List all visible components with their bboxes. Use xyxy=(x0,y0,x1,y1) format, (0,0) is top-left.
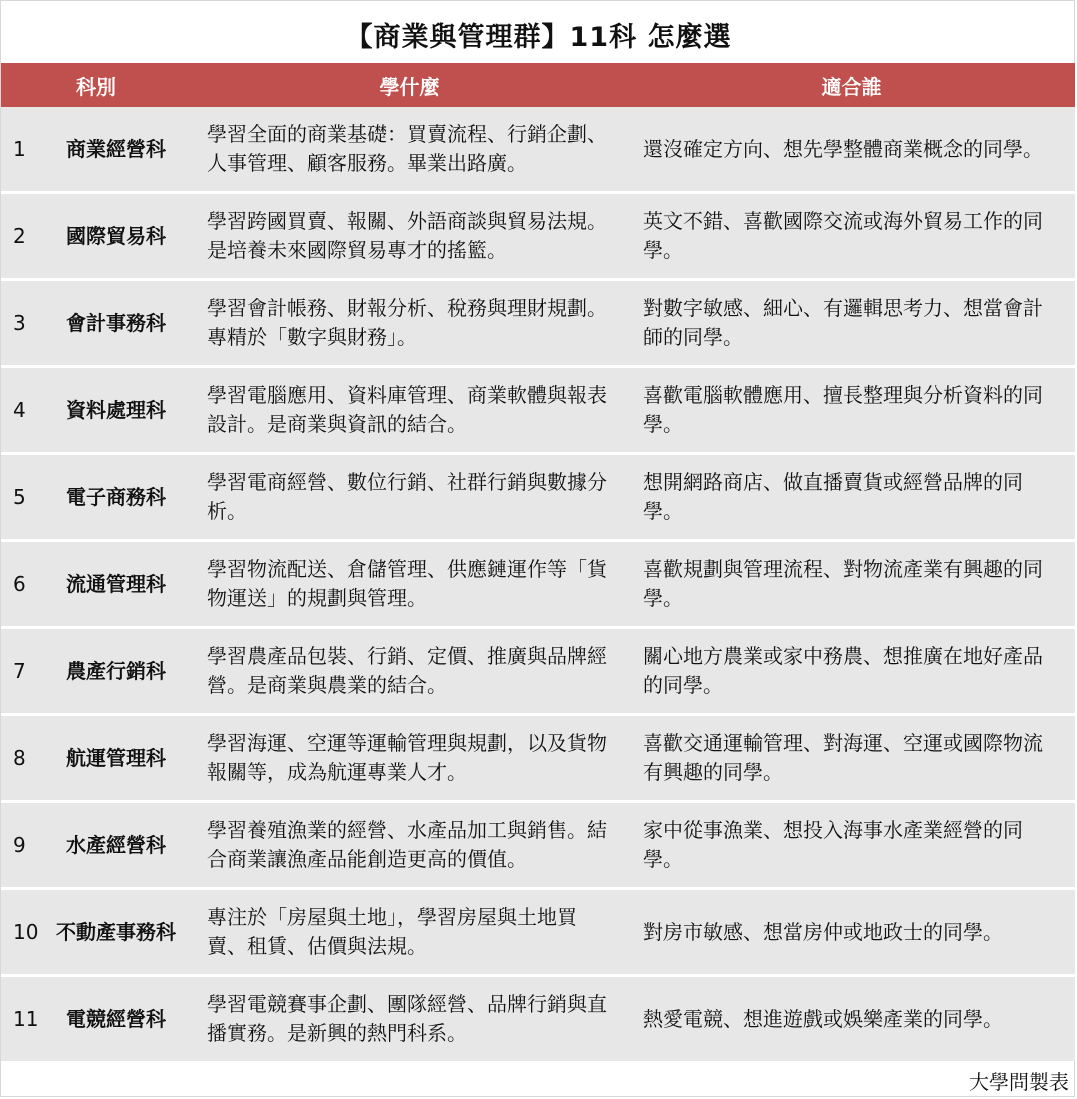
row-number: 9 xyxy=(1,803,41,887)
row-number: 6 xyxy=(1,542,41,626)
table-row xyxy=(1,281,1075,365)
row-learn-text: 學習跨國買賣、報關、外語商談與貿易法規。是培養未來國際貿易專才的搖籃。 xyxy=(191,194,628,278)
row-subject-name: 航運管理科 xyxy=(41,716,191,800)
row-number: 7 xyxy=(1,629,41,713)
row-number: 10 xyxy=(1,890,41,974)
row-subject-name: 資料處理科 xyxy=(41,368,191,452)
row-fit-text: 想開網路商店、做直播賣貨或經營品牌的同學。 xyxy=(628,455,1075,539)
row-fit-text: 喜歡交通運輸管理、對海運、空運或國際物流有興趣的同學。 xyxy=(628,716,1075,800)
table-row xyxy=(1,977,1075,1061)
row-subject-name: 電競經營科 xyxy=(41,977,191,1061)
row-fit-text: 喜歡規劃與管理流程、對物流產業有興趣的同學。 xyxy=(628,542,1075,626)
header-learn: 學什麼 xyxy=(191,63,628,107)
table-header-row xyxy=(1,63,1075,107)
row-number: 2 xyxy=(1,194,41,278)
row-fit-text: 關心地方農業或家中務農、想推廣在地好產品的同學。 xyxy=(628,629,1075,713)
row-learn-text: 學習電商經營、數位行銷、社群行銷與數據分析。 xyxy=(191,455,628,539)
row-subject-name: 不動產事務科 xyxy=(41,890,191,974)
header-fit: 適合誰 xyxy=(628,63,1075,107)
row-fit-text: 家中從事漁業、想投入海事水產業經營的同學。 xyxy=(628,803,1075,887)
row-subject-name: 電子商務科 xyxy=(41,455,191,539)
row-subject-name: 商業經營科 xyxy=(41,107,191,191)
table-row xyxy=(1,629,1075,713)
table-row xyxy=(1,455,1075,539)
row-number: 4 xyxy=(1,368,41,452)
table-row xyxy=(1,890,1075,974)
table-row xyxy=(1,368,1075,452)
row-subject-name: 水產經營科 xyxy=(41,803,191,887)
row-subject-name: 流通管理科 xyxy=(41,542,191,626)
row-number: 3 xyxy=(1,281,41,365)
table-row xyxy=(1,716,1075,800)
table-row xyxy=(1,803,1075,887)
table-row xyxy=(1,194,1075,278)
row-subject-name: 會計事務科 xyxy=(41,281,191,365)
row-learn-text: 學習會計帳務、財報分析、稅務與理財規劃。專精於「數字與財務」。 xyxy=(191,281,628,365)
row-learn-text: 學習物流配送、倉儲管理、供應鏈運作等「貨物運送」的規劃與管理。 xyxy=(191,542,628,626)
row-fit-text: 對數字敏感、細心、有邏輯思考力、想當會計師的同學。 xyxy=(628,281,1075,365)
majors-table xyxy=(1,63,1075,1061)
row-subject-name: 農產行銷科 xyxy=(41,629,191,713)
row-subject-name: 國際貿易科 xyxy=(41,194,191,278)
row-fit-text: 熱愛電競、想進遊戲或娛樂產業的同學。 xyxy=(628,977,1075,1061)
table-body xyxy=(1,107,1075,1061)
row-learn-text: 學習海運、空運等運輸管理與規劃，以及貨物報關等，成為航運專業人才。 xyxy=(191,716,628,800)
row-fit-text: 喜歡電腦軟體應用、擅長整理與分析資料的同學。 xyxy=(628,368,1075,452)
row-number: 5 xyxy=(1,455,41,539)
row-learn-text: 學習全面的商業基礎：買賣流程、行銷企劃、人事管理、顧客服務。畢業出路廣。 xyxy=(191,107,628,191)
row-number: 11 xyxy=(1,977,41,1061)
table-row xyxy=(1,542,1075,626)
page-title: 【商業與管理群】11科 怎麼選 xyxy=(345,22,732,53)
row-fit-text: 英文不錯、喜歡國際交流或海外貿易工作的同學。 xyxy=(628,194,1075,278)
row-learn-text: 學習電競賽事企劃、團隊經營、品牌行銷與直播實務。是新興的熱門科系。 xyxy=(191,977,628,1061)
row-learn-text: 學習養殖漁業的經營、水產品加工與銷售。結合商業讓漁產品能創造更高的價值。 xyxy=(191,803,628,887)
row-learn-text: 學習農產品包裝、行銷、定價、推廣與品牌經營。是商業與農業的結合。 xyxy=(191,629,628,713)
row-number: 1 xyxy=(1,107,41,191)
row-number: 8 xyxy=(1,716,41,800)
row-fit-text: 還沒確定方向、想先學整體商業概念的同學。 xyxy=(628,107,1075,191)
row-learn-text: 學習電腦應用、資料庫管理、商業軟體與報表設計。是商業與資訊的結合。 xyxy=(191,368,628,452)
row-learn-text: 專注於「房屋與土地」，學習房屋與土地買賣、租賃、估價與法規。 xyxy=(191,890,628,974)
row-fit-text: 對房市敏感、想當房仲或地政士的同學。 xyxy=(628,890,1075,974)
header-subject: 科別 xyxy=(1,63,191,107)
table-row xyxy=(1,107,1075,191)
footer-credit: 大學問製表 xyxy=(969,1070,1069,1094)
